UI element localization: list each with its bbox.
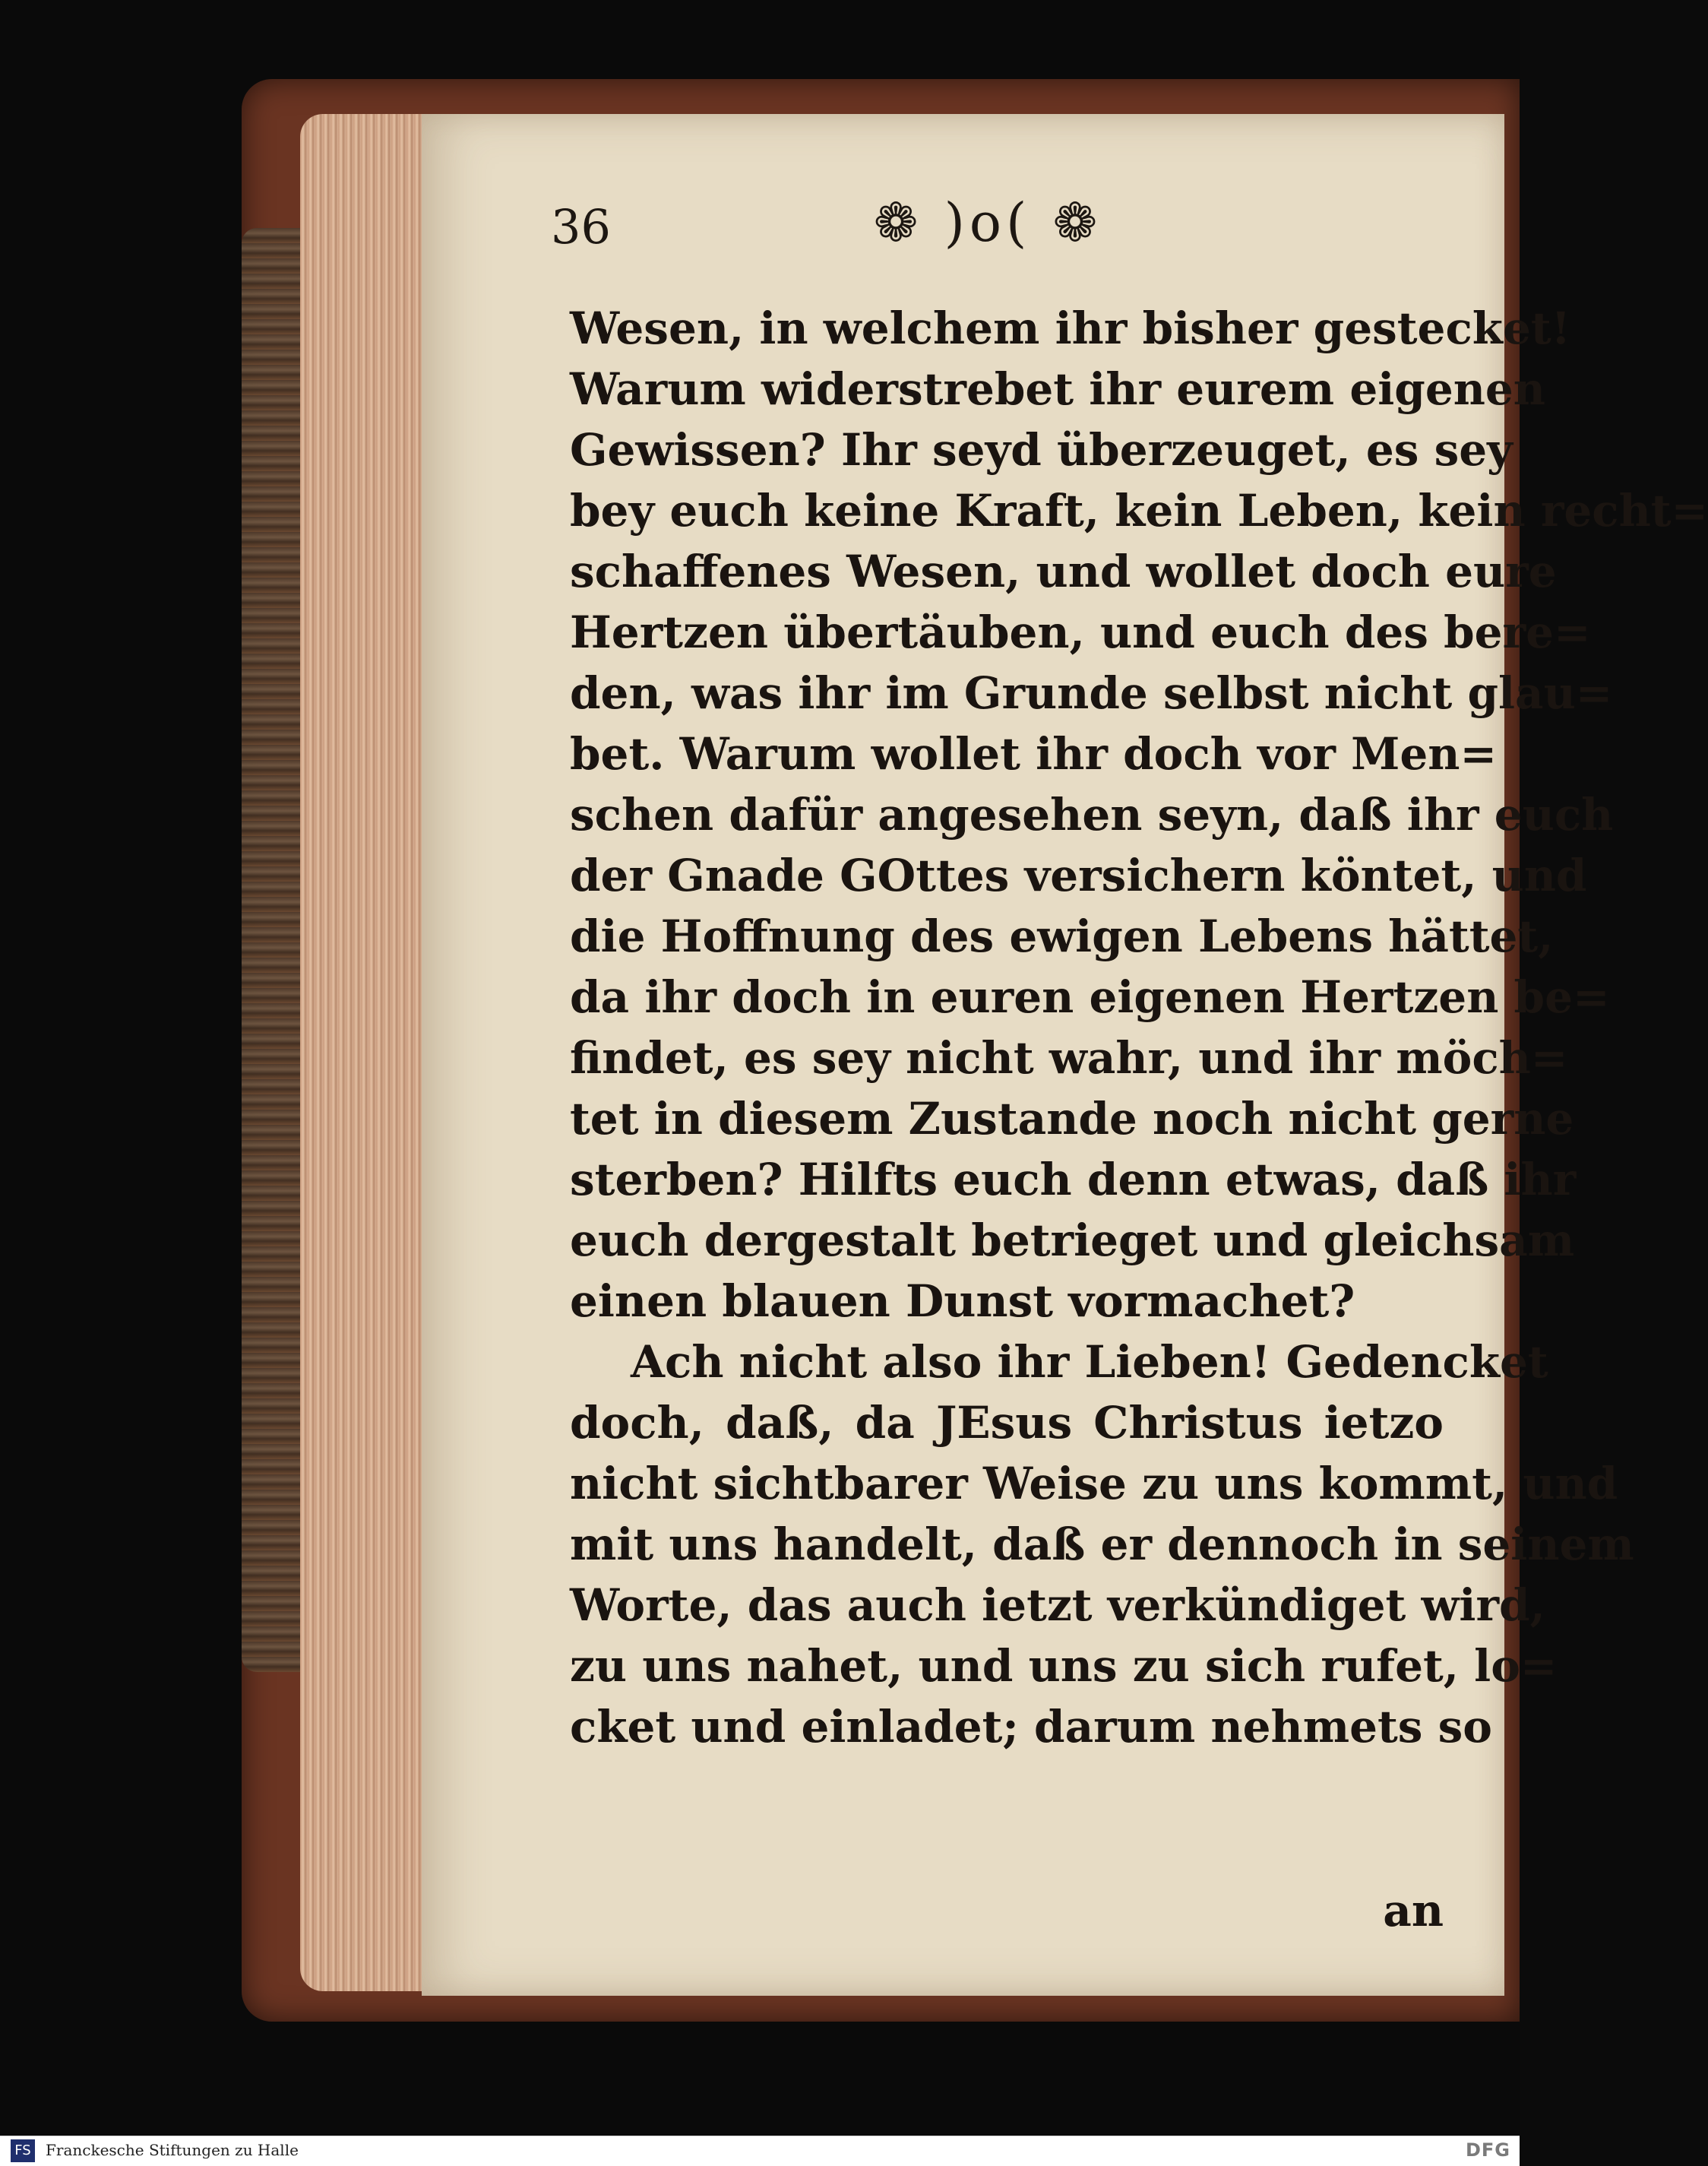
text-line: bet. Warum wollet ihr doch vor Men= xyxy=(570,728,1498,780)
text-line: schen dafür angesehen seyn, daß ihr euch xyxy=(570,789,1614,841)
text-line: Worte, das auch ietzt verkündiget wird, xyxy=(570,1579,1545,1631)
text-line: einen blauen Dunst vormachet? xyxy=(570,1275,1355,1327)
page-edges xyxy=(300,114,429,1991)
text-line: da ihr doch in euren eigenen Hertzen be= xyxy=(570,971,1610,1023)
text-line: tet in diesem Zustande noch nicht gerne xyxy=(570,1093,1574,1145)
text-line: bey euch keine Kraft, kein Leben, kein recht= xyxy=(570,485,1708,537)
institution-logo-icon: FS xyxy=(11,2139,35,2162)
text-line: cket und einladet; darum nehmets so xyxy=(570,1701,1492,1753)
text-line: sterben? Hilfts euch denn etwas, daß ihr xyxy=(570,1154,1577,1205)
text-line: nicht sichtbarer Weise zu uns kommt, und xyxy=(570,1458,1618,1509)
dfg-logo: DFG xyxy=(1465,2139,1510,2161)
text-line: Wesen, in welchem ihr bisher gestecket! xyxy=(570,302,1571,354)
header-ornament: ❁ )o( ❁ xyxy=(873,192,1102,254)
text-line: findet, es sey nicht wahr, und ihr möch= xyxy=(570,1032,1568,1084)
page-number: 36 xyxy=(551,199,611,255)
text-line: doch, daß, da JEsus Christus ietzo xyxy=(570,1397,1444,1449)
institution-name: Franckesche Stiftungen zu Halle xyxy=(46,2141,299,2159)
text-line: Ach nicht also ihr Lieben! Gedencket xyxy=(631,1336,1548,1388)
text-line: zu uns nahet, und uns zu sich rufet, lo= xyxy=(570,1640,1558,1692)
text-line: euch dergestalt betrieget und gleichsam xyxy=(570,1214,1575,1266)
text-line: der Gnade GOttes versichern köntet, und xyxy=(570,850,1587,901)
text-line: den, was ihr im Grunde selbst nicht glau= xyxy=(570,667,1613,719)
text-line: schaffenes Wesen, und wollet doch eure xyxy=(570,546,1557,597)
text-line: Hertzen übertäuben, und euch des bere= xyxy=(570,606,1591,658)
catchword: an xyxy=(1383,1885,1444,1936)
text-line: die Hoffnung des ewigen Lebens hättet, xyxy=(570,910,1554,962)
text-line: Warum widerstrebet ihr eurem eigenen xyxy=(570,363,1545,415)
text-line: mit uns handelt, daß er dennoch in seinem xyxy=(570,1518,1634,1570)
viewer-footer xyxy=(0,2136,1520,2166)
page-text xyxy=(570,298,1708,1757)
text-line: Gewissen? Ihr seyd überzeuget, es sey xyxy=(570,424,1513,476)
